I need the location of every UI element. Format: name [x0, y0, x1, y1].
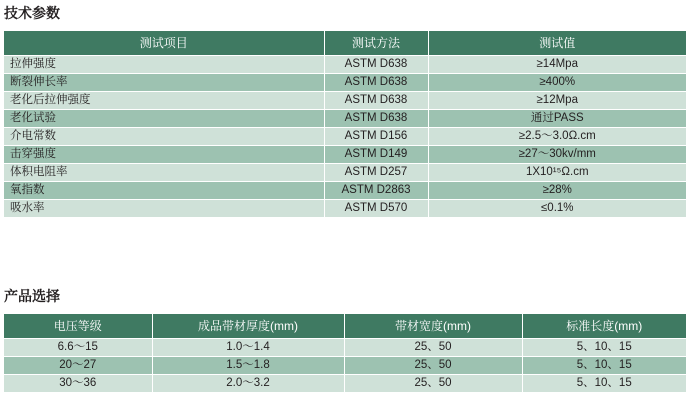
- tech-cell-item: 氧指数: [4, 182, 324, 200]
- tech-cell-item: 介电常数: [4, 128, 324, 146]
- tech-cell-method: ASTM D638: [324, 74, 428, 92]
- product-cell-length: 5、10、15: [522, 339, 686, 357]
- tech-cell-item: 断裂伸长率: [4, 74, 324, 92]
- product-cell-thickness: 2.0～3.2: [152, 375, 344, 393]
- table-row: [4, 56, 686, 74]
- tech-cell-method: ASTM D570: [324, 200, 428, 218]
- table-row: [4, 74, 686, 92]
- table-row: [4, 128, 686, 146]
- product-table-head: [4, 314, 686, 339]
- tech-cell-value: ≥14Mpa: [428, 56, 686, 74]
- page-title-product: 产品选择: [4, 288, 60, 304]
- tech-cell-value: 通过PASS: [428, 110, 686, 128]
- product-cell-voltage: 6.6～15: [4, 339, 152, 357]
- tech-cell-value: ≥28%: [428, 182, 686, 200]
- tech-cell-item: 拉伸强度: [4, 56, 324, 74]
- tech-header-value: 测试值: [428, 31, 686, 56]
- product-cell-voltage: 30～36: [4, 375, 152, 393]
- tech-cell-item: 老化试验: [4, 110, 324, 128]
- product-cell-width: 25、50: [344, 339, 522, 357]
- product-header-length: 标准长度(mm): [522, 314, 686, 339]
- tech-cell-value: ≥27～30kv/mm: [428, 146, 686, 164]
- table-row: [4, 339, 686, 357]
- product-header-voltage: 电压等级: [4, 314, 152, 339]
- tech-cell-value: ≤0.1%: [428, 200, 686, 218]
- product-cell-voltage: 20～27: [4, 357, 152, 375]
- table-row: [4, 146, 686, 164]
- table-row: [4, 200, 686, 218]
- tech-cell-value: ≥12Mpa: [428, 92, 686, 110]
- product-cell-length: 5、10、15: [522, 357, 686, 375]
- tech-cell-value: ≥400%: [428, 74, 686, 92]
- product-cell-thickness: 1.0～1.4: [152, 339, 344, 357]
- tech-cell-value: ≥2.5～3.0Ω.cm: [428, 128, 686, 146]
- technical-parameters-table: [4, 31, 686, 218]
- table-row: [4, 182, 686, 200]
- product-selection-table: [4, 314, 686, 393]
- product-header-width: 带材宽度(mm): [344, 314, 522, 339]
- product-cell-width: 25、50: [344, 375, 522, 393]
- tech-cell-item: 老化后拉伸强度: [4, 92, 324, 110]
- table-row: [4, 375, 686, 393]
- table-row: [4, 357, 686, 375]
- tech-cell-method: ASTM D156: [324, 128, 428, 146]
- tech-cell-method: ASTM D149: [324, 146, 428, 164]
- table-row: [4, 164, 686, 182]
- table-header-row: [4, 31, 686, 56]
- tech-cell-item: 吸水率: [4, 200, 324, 218]
- product-cell-width: 25、50: [344, 357, 522, 375]
- tech-cell-method: ASTM D257: [324, 164, 428, 182]
- tech-cell-item: 体积电阻率: [4, 164, 324, 182]
- product-table-body: [4, 339, 686, 393]
- tech-table-body: [4, 56, 686, 218]
- tech-cell-item: 击穿强度: [4, 146, 324, 164]
- product-cell-thickness: 1.5～1.8: [152, 357, 344, 375]
- table-header-row: [4, 314, 686, 339]
- tech-cell-method: ASTM D638: [324, 56, 428, 74]
- tech-header-item: 测试项目: [4, 31, 324, 56]
- product-cell-length: 5、10、15: [522, 375, 686, 393]
- tech-header-method: 测试方法: [324, 31, 428, 56]
- table-row: [4, 92, 686, 110]
- page-title-tech: 技术参数: [4, 5, 60, 21]
- tech-cell-method: ASTM D2863: [324, 182, 428, 200]
- tech-table-head: [4, 31, 686, 56]
- tech-cell-method: ASTM D638: [324, 110, 428, 128]
- table-row: [4, 110, 686, 128]
- tech-cell-value: 1X10¹⁵Ω.cm: [428, 164, 686, 182]
- tech-cell-method: ASTM D638: [324, 92, 428, 110]
- product-header-thickness: 成品带材厚度(mm): [152, 314, 344, 339]
